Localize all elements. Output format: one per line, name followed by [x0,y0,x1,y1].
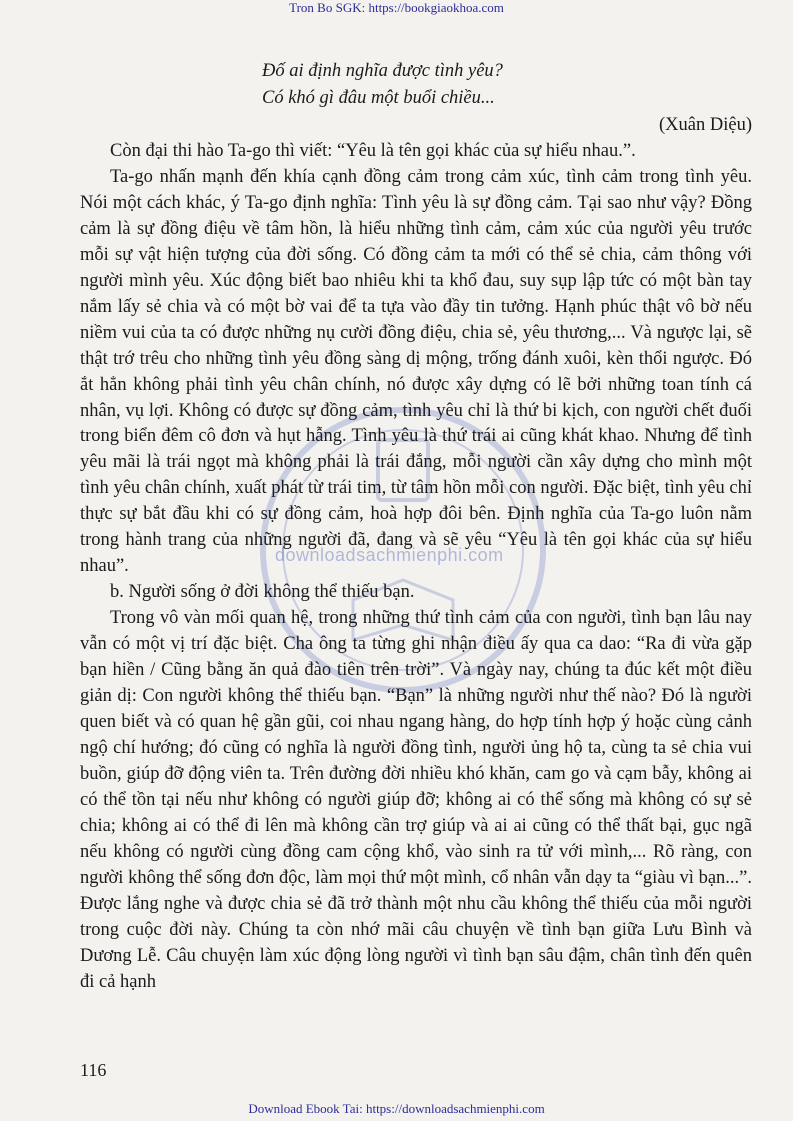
watermark-text: downloadsachmienphi.com [275,545,504,565]
footer-banner[interactable]: Download Ebook Tai: https://downloadsachmienphi.com [248,1101,545,1116]
paragraph: Ta-go nhấn mạnh đến khía cạnh đồng cảm trong cảm xúc, tình cảm trong tình yêu. Nói một cách khác, ý Ta-go định nghĩa: Tình yêu là sự đồng cảm. Tại sao như vậy? Đồng cảm là sự đồng điệu về tâm hồn, là hiểu những tình cảm, cảm xúc của người yêu trước mỗi sự vật hiện tượng của đời sống. Có đồng cảm ta mới có thể sẻ chia, cảm thông với người mình yêu. Xúc động biết bao nhiêu khi ta khổ đau, suy sụp lập tức có một bàn tay nắm lấy sẻ chia và có một bờ vai để ta tựa vào đầy tin tưởng. Hạnh phúc thật vô bờ nếu niềm vui của ta có được những nụ cười đồng điệu, chia sẻ, yêu thương,... Và ngược lại, sẽ thật trớ trêu cho những tình yêu đồng sàng dị mộng, trống đánh xuôi, kèn thổi ngược. Đó ắt hẳn không phải tình yêu chân chính, nó được xây dựng có lẽ bởi những toan tính cá nhân, vụ lợi. Không có được sự đồng cảm, tình yêu chỉ là thứ bi kịch, con người chết đuối trong biển đêm cô đơn và hụt hẫng. Tình yêu là thứ trái ai cũng khát khao. Nhưng để tình yêu mãi là trái ngọt mà không phải là trái đắng, mỗi người cần xây dựng cho mình một tình yêu chân chính, xuất phát từ trái tim, từ tâm hồn mỗi con người. Đặc biệt, tình yêu chỉ thực sự bắt đầu khi có sự đồng cảm, hoà hợp đôi bên. Định nghĩa của Ta-go luôn nằm trong hành trang của những người đã, đang và sẽ yêu “Yêu là tên gọi khác của sự hiểu nhau”. [80,166,752,577]
paragraph: Còn đại thi hào Ta-go thì viết: “Yêu là tên gọi khác của sự hiểu nhau.”. [110,141,636,161]
paragraph: Trong vô vàn mối quan hệ, trong những thứ tình cảm của con người, tình bạn lâu nay vẫn có một vị trí đặc biệt. Cha ông ta từng ghi nhận điều ấy qua ca dao: “Ra đi vừa gặp bạn hiền / Cũng bằng ăn quả đào tiên trên trời”. Và ngày nay, chúng ta đúc kết một điều giản dị: Con người không thể thiếu bạn. “Bạn” là những người như thế nào? Đó là người quen biết và có quan hệ gần gũi, coi nhau ngang hàng, do hợp tính hợp ý hoặc cùng cảnh ngộ chí hướng; đó cũng có nghĩa là người đồng tình, người ủng hộ ta, cùng ta sẻ chia vui buồn, giúp đỡ động viên ta. Trên đường đời nhiều khó khăn, cam go và cạm bẫy, không ai có thể tồn tại nếu như không có người giúp đỡ; không ai có thể sống mà không có sự sẻ chia; không ai có thể đi lên mà không cần trợ giúp và ai ai cũng có thể thất bại, gục ngã nếu không có người cùng đồng cam cộng khổ, vào sinh ra tử với mình,... Rõ ràng, con người không thể sống đơn độc, làm mọi thứ một mình, cổ nhân vẫn dạy ta “giàu vì bạn...”. Được lắng nghe và được chia sẻ đã trở thành một nhu cầu không thể thiếu của mỗi người trong cuộc đời này. Chúng ta còn nhớ mãi câu chuyện về tình bạn giữa Lưu Bình và Dương Lễ. Câu chuyện làm xúc động lòng người vì tình bạn sâu đậm, chân tình đến quên đi cả hạnh [80,608,752,992]
section-heading: b. Người sống ở đời không thể thiếu bạn. [110,582,415,603]
header-banner[interactable]: Tron Bo SGK: https://bookgiaokhoa.com [289,0,504,15]
poem [262,58,752,112]
poem-line-2: Có khó gì đâu một buổi chiều... [262,88,495,108]
page-content [80,58,752,995]
page-number: 116 [80,1060,107,1080]
poem-line-1: Đố ai định nghĩa được tình yêu? [262,61,503,81]
poem-author: (Xuân Diệu) [659,115,752,135]
